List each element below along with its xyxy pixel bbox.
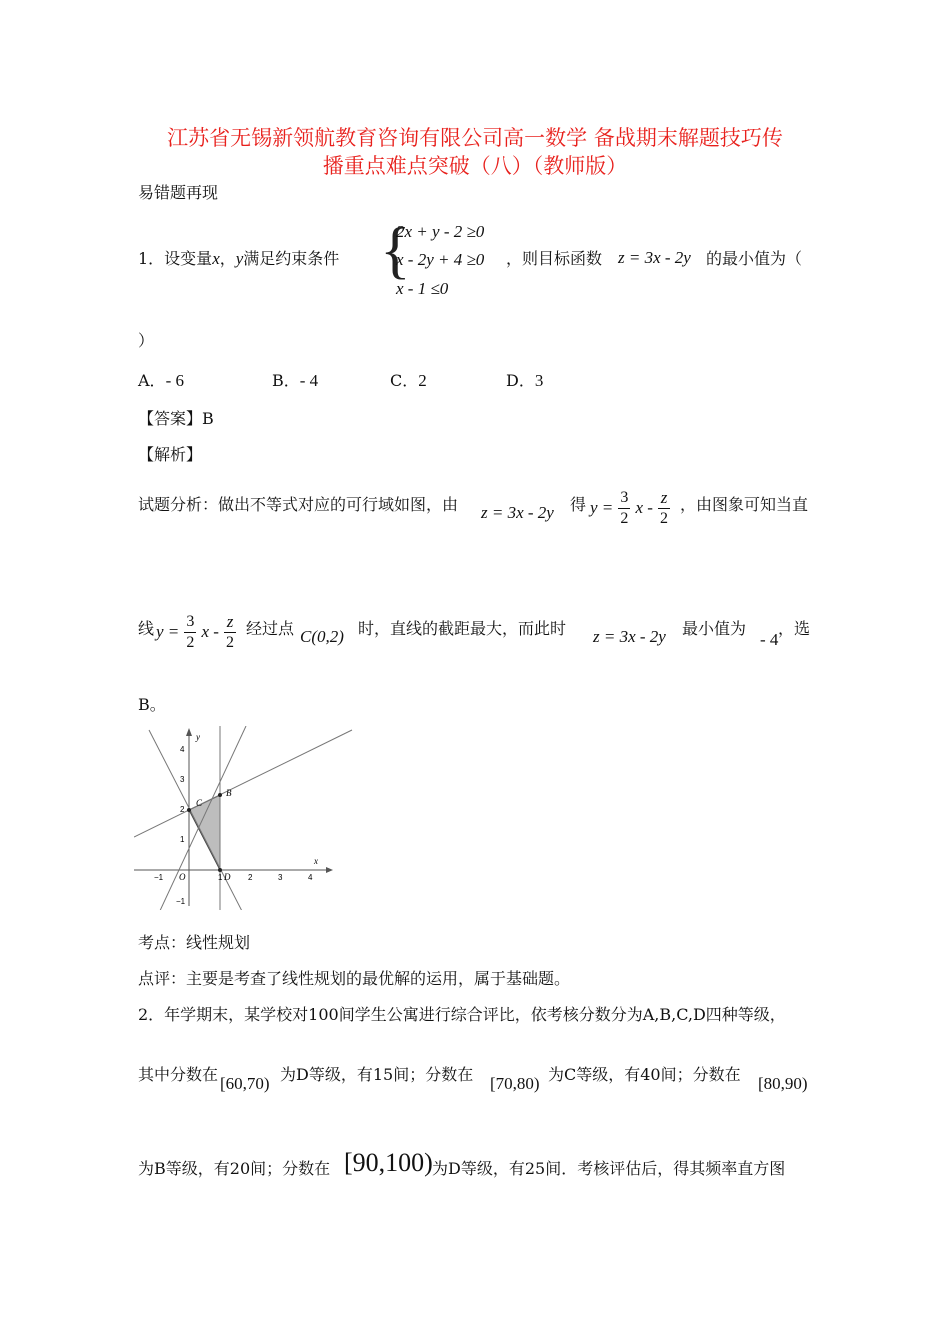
option-b bbox=[272, 368, 318, 391]
min-value: - 4 bbox=[760, 630, 779, 649]
option-b-label: B． bbox=[272, 371, 300, 390]
option-d-label: D． bbox=[506, 371, 535, 390]
interval-70-80: [70,80) bbox=[490, 1074, 540, 1093]
system-brace: { bbox=[380, 214, 411, 285]
line-equation bbox=[156, 612, 236, 653]
var-y: y bbox=[235, 249, 244, 268]
fraction-3-2 bbox=[618, 488, 630, 529]
fraction2-num-b: z bbox=[224, 612, 236, 633]
q1-cond: 满足约束条件 bbox=[243, 249, 340, 268]
ineq-2: x - 2y + 4 ≥0 bbox=[396, 250, 485, 269]
option-c-label: C． bbox=[390, 371, 419, 390]
fraction-den-b: 2 bbox=[186, 634, 195, 651]
analysis-p2-b: 经过点 bbox=[246, 619, 295, 638]
var-x: x bbox=[212, 249, 220, 268]
eq2-xminus: x - bbox=[201, 622, 219, 641]
point-d-marker bbox=[218, 868, 222, 872]
kaodian: 考点：线性规划 bbox=[138, 933, 251, 952]
option-c-value: 2 bbox=[418, 371, 427, 390]
dianping: 点评：主要是考查了线性规划的最优解的运用，属于基础题。 bbox=[138, 969, 571, 988]
q2-l2-c: 为C等级，有40间；分数在 bbox=[548, 1065, 741, 1084]
analysis-p3: B。 bbox=[138, 695, 166, 714]
option-a-value: - 6 bbox=[165, 371, 184, 390]
ineq-1: 2x + y - 2 ≥0 bbox=[396, 222, 485, 241]
interval-90-100: [90,100) bbox=[344, 1148, 433, 1177]
label-x-axis: x bbox=[314, 856, 318, 866]
eq-xminus: x - bbox=[635, 498, 653, 517]
tick-y-2: 2 bbox=[180, 805, 185, 814]
option-d-value: 3 bbox=[534, 371, 544, 390]
tick-x-2: 2 bbox=[248, 873, 253, 882]
option-c bbox=[390, 368, 427, 391]
interval-80-90: [80,90) bbox=[758, 1074, 808, 1093]
q1-tail: 的最小值为（ bbox=[706, 249, 803, 268]
eq-y: y = bbox=[590, 498, 614, 517]
option-d bbox=[506, 368, 543, 391]
tick-x-3: 3 bbox=[278, 873, 283, 882]
q1-close: ） bbox=[138, 331, 155, 350]
q2-l2-b: 为D等级，有15间；分数在 bbox=[280, 1065, 474, 1084]
label-d: D bbox=[224, 872, 231, 882]
fraction-z-2 bbox=[658, 488, 670, 529]
doc-title-line2: 播重点难点突破（八）（教师版） bbox=[322, 154, 628, 178]
label-y-axis: y bbox=[196, 732, 200, 742]
fraction-num: 3 bbox=[618, 488, 630, 509]
point-c: C(0,2) bbox=[300, 627, 344, 646]
analysis-expr1: z = 3x - 2y bbox=[481, 503, 554, 522]
label-c: C bbox=[196, 798, 203, 808]
doc-title-line1: 江苏省无锡新领航教育咨询有限公司高一数学 备战期末解题技巧传 bbox=[167, 126, 783, 150]
tick-y-3: 3 bbox=[180, 775, 185, 784]
q1-mid-text: ，则目标函数 bbox=[506, 249, 603, 268]
option-a bbox=[138, 368, 184, 391]
tick-x-4: 4 bbox=[308, 873, 313, 882]
tick-y-1: 1 bbox=[180, 835, 185, 844]
fraction-3-2-b bbox=[184, 612, 196, 653]
option-a-label: A． bbox=[138, 371, 166, 390]
q1-lead-text: 1．设变量 bbox=[138, 249, 213, 268]
q1-comma: ， bbox=[219, 249, 236, 268]
q1-lead bbox=[138, 246, 339, 269]
q2-l3-b: 为D等级，有25间．考核评估后，得其频率直方图 bbox=[432, 1159, 786, 1178]
q2-l3-a: 为B等级，有20间；分数在 bbox=[138, 1159, 331, 1178]
q1-mid bbox=[506, 246, 602, 269]
analysis-expr2: z = 3x - 2y bbox=[593, 627, 666, 646]
analysis-p1-a: 试题分析：做出不等式对应的可行域如图，由 bbox=[138, 495, 459, 514]
label-b: B bbox=[226, 788, 232, 798]
option-b-value: - 4 bbox=[299, 371, 319, 390]
point-b-marker bbox=[218, 793, 222, 797]
line-x-minus-2y bbox=[134, 730, 352, 837]
analysis-p2-c: 时，直线的截距最大，而此时 bbox=[358, 619, 567, 638]
fraction-den: 2 bbox=[620, 510, 629, 527]
analysis-p2-d: 最小值为 bbox=[682, 619, 747, 638]
analysis-p2-a: 线 bbox=[138, 619, 155, 638]
tick-y-4: 4 bbox=[180, 745, 185, 754]
x-axis-arrow bbox=[326, 867, 333, 873]
feasible-region-graph bbox=[134, 726, 356, 910]
tick-x-neg1: −1 bbox=[154, 873, 164, 882]
fraction2-num: z bbox=[658, 488, 670, 509]
objective-function: z = 3x - 2y bbox=[618, 248, 691, 267]
fraction-num-b: 3 bbox=[184, 612, 196, 633]
y-axis-arrow bbox=[186, 728, 192, 736]
rearranged-equation bbox=[590, 488, 670, 529]
analysis-p2-e: ，选 bbox=[778, 619, 811, 638]
tick-x-1: 1 bbox=[218, 873, 223, 882]
analysis-label: 【解析】 bbox=[138, 445, 203, 464]
point-c-marker bbox=[187, 808, 191, 812]
answer-label: 【答案】B bbox=[138, 409, 214, 428]
section-heading: 易错题再现 bbox=[138, 183, 219, 202]
fraction-z-2-b bbox=[224, 612, 236, 653]
ineq-3: x - 1 ≤0 bbox=[396, 279, 449, 298]
q2-line1: 2．年学期末，某学校对100间学生公寓进行综合评比，依考核分数分为A,B,C,D四种等级， bbox=[138, 1005, 786, 1024]
tick-y-neg1: −1 bbox=[176, 897, 186, 906]
eq2-y: y = bbox=[156, 622, 180, 641]
label-origin: O bbox=[179, 872, 186, 882]
interval-60-70: [60,70) bbox=[220, 1074, 270, 1093]
q2-l2-a: 其中分数在 bbox=[138, 1065, 219, 1084]
analysis-p1-c: ，由图象可知当直 bbox=[680, 495, 809, 514]
fraction2-den-b: 2 bbox=[226, 634, 235, 651]
fraction2-den: 2 bbox=[660, 510, 669, 527]
analysis-p1-b: 得 bbox=[570, 495, 587, 514]
